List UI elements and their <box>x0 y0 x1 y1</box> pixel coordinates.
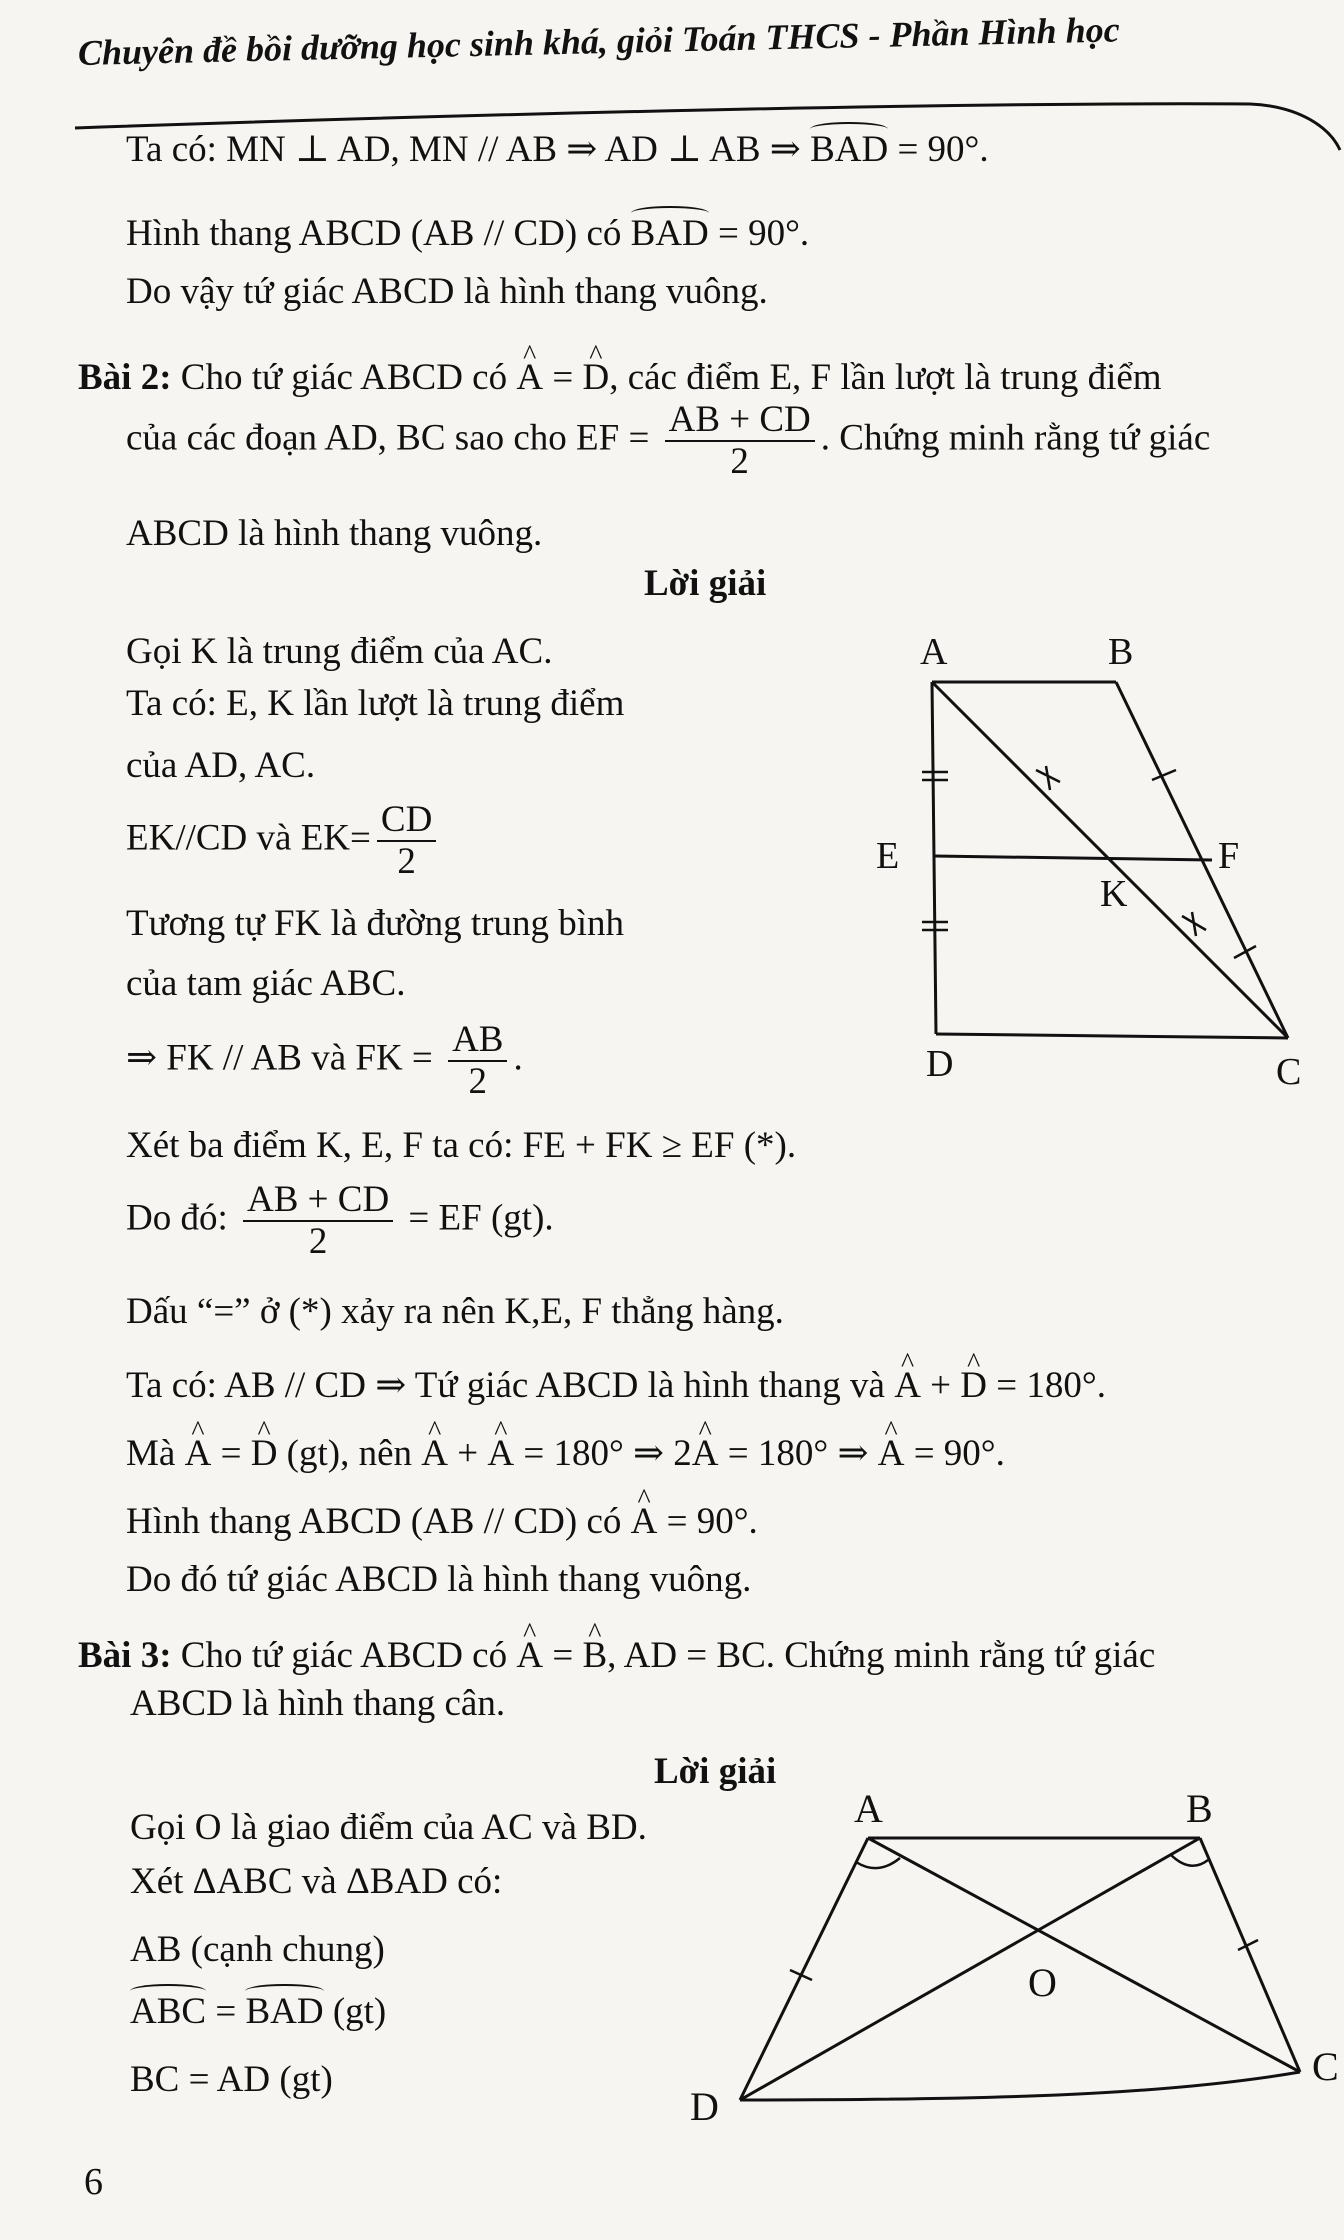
label-C: C <box>1276 1051 1302 1093</box>
angle-mark-B <box>1170 1854 1208 1866</box>
bai2-sol-12: Mà ^ A = ^ D (gt), nên ^ A + ^ A = 180° ⇒ 2^ A = 180° ⇒ ^ A = 90°. <box>126 1426 1005 1476</box>
bai2-sol-2: Ta có: E, K lần lượt là trung điểm <box>126 683 625 724</box>
bai2-statement-line3: ABCD là hình thang vuông. <box>126 513 543 554</box>
bai2-statement-line1: Bài 2: Cho tứ giác ABCD có ^ A = ^ D, các điểm E, F lần lượt là trung điểm <box>78 350 1162 400</box>
label-O: O <box>1028 1960 1057 2005</box>
seg-AD <box>932 682 936 1034</box>
seg-DC <box>740 2072 1300 2100</box>
bai3-figure <box>680 1780 1344 2120</box>
bai2-sol-14: Do đó tứ giác ABCD là hình thang vuông. <box>126 1559 752 1600</box>
page-number: 6 <box>84 2161 103 2203</box>
p1-line1: Ta có: MN ⊥ AD, MN // AB ⇒ AD ⊥ AB ⇒ BAD = 90°. <box>126 129 989 170</box>
label-K: K <box>1100 873 1128 915</box>
bai2-sol-9: Do đó: $\frac{AB + CD}{2}$ = EF (gt). <box>126 1179 554 1262</box>
bai2-sol-11: Ta có: AB // CD ⇒ Tứ giác ABCD là hình thang và ^ A + ^ D = 180°. <box>126 1358 1106 1408</box>
seg-DC <box>936 1034 1288 1038</box>
bai2-sol-13: Hình thang ABCD (AB // CD) có ^ A = 90°. <box>126 1494 758 1544</box>
bai3-statement-line1: Bài 3: Cho tứ giác ABCD có ^ A = ^ B, AD = BC. Chứng minh rằng tứ giác <box>78 1628 1155 1678</box>
bai2-solution-title: Lời giải <box>644 563 767 604</box>
bai3-sol-4: ABC = BAD (gt) <box>130 1991 387 2032</box>
seg-BD <box>740 1838 1200 2100</box>
label-B: B <box>1108 631 1134 673</box>
bai2-sol-4: EK//CD và EK= $\frac{CD}{2}$ <box>126 800 442 882</box>
bai3-sol-2: Xét ΔABC và ΔBAD có: <box>130 1861 503 1902</box>
bai2-sol-1: Gọi K là trung điểm của AC. <box>126 631 553 672</box>
bai2-statement-line2: của các đoạn AD, BC sao cho EF = $\frac{AB + CD}{2}$ . Chứng minh rằng tứ giác <box>126 399 1211 482</box>
label-A: A <box>854 1786 883 1831</box>
bai2-sol-8: Xét ba điểm K, E, F ta có: FE + FK ≥ EF (*). <box>126 1125 797 1166</box>
tick-marks <box>922 766 1256 958</box>
bai3-sol-5: BC = AD (gt) <box>130 2059 333 2100</box>
seg-AC <box>868 1838 1300 2072</box>
bai3-solution-title: Lời giải <box>654 1751 777 1792</box>
label-E: E <box>876 835 900 877</box>
bai2-sol-7: ⇒ FK // AB và FK = $\frac{AB}{2}$ . <box>126 1019 523 1102</box>
label-A: A <box>920 631 948 673</box>
p1-line3: Do vậy tứ giác ABCD là hình thang vuông. <box>126 271 768 312</box>
bai2-sol-5: Tương tự FK là đường trung bình <box>126 903 625 944</box>
bai2-sol-6: của tam giác ABC. <box>126 963 406 1004</box>
bai3-sol-1: Gọi O là giao điểm của AC và BD. <box>130 1807 647 1848</box>
label-B: B <box>1186 1786 1213 1831</box>
angle-mark-A <box>856 1858 900 1868</box>
p1-line2: Hình thang ABCD (AB // CD) có BAD = 90°. <box>126 213 810 254</box>
bai2-sol-3: của AD, AC. <box>126 745 316 786</box>
seg-EF <box>934 856 1212 860</box>
label-C: C <box>1312 2044 1339 2089</box>
bai2-figure <box>860 620 1320 1100</box>
label-F: F <box>1218 835 1240 877</box>
bai2-sol-10: Dấu “=” ở (*) xảy ra nên K,E, F thẳng hàng. <box>126 1291 784 1332</box>
bai3-statement-line2: ABCD là hình thang cân. <box>130 1683 506 1724</box>
seg-AD <box>740 1838 868 2100</box>
seg-BC <box>1200 1838 1300 2072</box>
label-D: D <box>926 1043 954 1085</box>
label-D: D <box>690 2084 719 2120</box>
header-title: Chuyên đề bồi dưỡng học sinh khá, giỏi Toán THCS - Phần Hình học <box>77 9 1120 73</box>
bai3-sol-3: AB (cạnh chung) <box>130 1929 385 1970</box>
